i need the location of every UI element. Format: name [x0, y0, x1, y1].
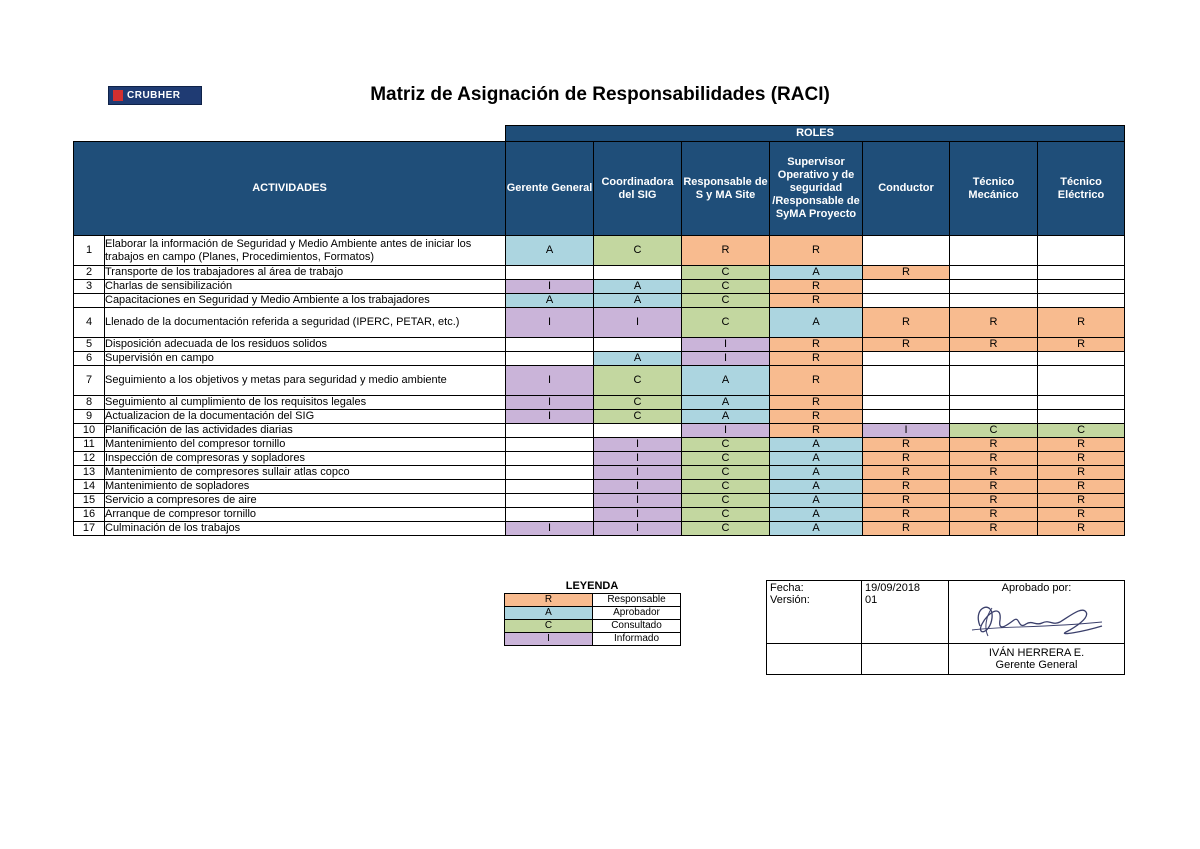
- raci-cell: [950, 410, 1038, 424]
- activity-cell: Seguimiento a los objetivos y metas para seguridad y medio ambiente: [105, 366, 506, 396]
- activity-cell: Inspección de compresoras y sopladores: [105, 452, 506, 466]
- row-number: 15: [74, 494, 105, 508]
- raci-cell: [1038, 410, 1125, 424]
- raci-cell: R: [950, 508, 1038, 522]
- raci-cell: C: [682, 480, 770, 494]
- raci-cell: C: [1038, 424, 1125, 438]
- raci-cell: [1038, 352, 1125, 366]
- raci-cell: C: [594, 236, 682, 266]
- role-header: Técnico Mecánico: [950, 142, 1038, 236]
- raci-cell: I: [506, 308, 594, 338]
- raci-cell: [950, 236, 1038, 266]
- roles-header-row: [74, 126, 1125, 142]
- raci-cell: I: [506, 410, 594, 424]
- table-row: [74, 280, 1125, 294]
- raci-cell: R: [950, 308, 1038, 338]
- raci-cell: [506, 438, 594, 452]
- raci-cell: [506, 508, 594, 522]
- raci-cell: R: [950, 466, 1038, 480]
- legend-item: [505, 633, 681, 646]
- raci-cell: C: [950, 424, 1038, 438]
- row-number: 7: [74, 366, 105, 396]
- table-row: [74, 338, 1125, 352]
- row-number: 1: [74, 236, 105, 266]
- raci-cell: [863, 352, 950, 366]
- row-number: 13: [74, 466, 105, 480]
- activity-cell: Transporte de los trabajadores al área de trabajo: [105, 266, 506, 280]
- raci-cell: [506, 452, 594, 466]
- raci-cell: I: [594, 480, 682, 494]
- row-number: 11: [74, 438, 105, 452]
- raci-cell: A: [594, 294, 682, 308]
- approver-title: Gerente General: [995, 659, 1078, 671]
- raci-cell: R: [863, 266, 950, 280]
- raci-cell: A: [682, 396, 770, 410]
- table-row: [74, 494, 1125, 508]
- raci-cell: A: [594, 280, 682, 294]
- raci-cell: C: [682, 452, 770, 466]
- row-number: 4: [74, 308, 105, 338]
- raci-cell: [950, 280, 1038, 294]
- raci-cell: R: [950, 494, 1038, 508]
- table-row: [74, 396, 1125, 410]
- raci-cell: C: [682, 438, 770, 452]
- table-row: [74, 452, 1125, 466]
- legend-code: I: [505, 633, 593, 646]
- legend-title: LEYENDA: [565, 580, 619, 592]
- raci-cell: [950, 396, 1038, 410]
- version-label: Versión:: [770, 594, 810, 606]
- raci-cell: A: [682, 366, 770, 396]
- raci-cell: I: [594, 494, 682, 508]
- raci-cell: [863, 410, 950, 424]
- raci-cell: [1038, 366, 1125, 396]
- raci-cell: R: [1038, 338, 1125, 352]
- raci-cell: [863, 236, 950, 266]
- raci-cell: C: [594, 410, 682, 424]
- legend-label: Consultado: [593, 620, 681, 633]
- raci-cell: I: [506, 396, 594, 410]
- activity-cell: Culminación de los trabajos: [105, 522, 506, 536]
- row-number: 5: [74, 338, 105, 352]
- raci-cell: [950, 366, 1038, 396]
- activity-cell: Planificación de las actividades diarias: [105, 424, 506, 438]
- row-number: 9: [74, 410, 105, 424]
- date-label: Fecha:: [770, 582, 804, 594]
- raci-cell: I: [594, 438, 682, 452]
- raci-cell: R: [863, 452, 950, 466]
- row-number: 17: [74, 522, 105, 536]
- activity-cell: Mantenimiento de compresores sullair atlas copco: [105, 466, 506, 480]
- raci-cell: [594, 424, 682, 438]
- raci-matrix: [73, 125, 1125, 536]
- raci-cell: [1038, 280, 1125, 294]
- table-row: [74, 410, 1125, 424]
- row-number: 16: [74, 508, 105, 522]
- raci-cell: A: [770, 508, 863, 522]
- raci-cell: R: [863, 438, 950, 452]
- activity-cell: Actualizacion de la documentación del SIG: [105, 410, 506, 424]
- table-row: [74, 294, 1125, 308]
- raci-cell: A: [770, 494, 863, 508]
- raci-cell: [506, 338, 594, 352]
- role-header: Gerente General: [506, 142, 594, 236]
- raci-cell: R: [682, 236, 770, 266]
- raci-cell: C: [682, 466, 770, 480]
- raci-cell: R: [863, 308, 950, 338]
- raci-cell: A: [506, 294, 594, 308]
- raci-cell: R: [863, 466, 950, 480]
- raci-cell: [950, 352, 1038, 366]
- raci-cell: [506, 352, 594, 366]
- raci-cell: R: [770, 338, 863, 352]
- raci-cell: C: [594, 366, 682, 396]
- raci-cell: C: [594, 396, 682, 410]
- raci-cell: R: [950, 338, 1038, 352]
- raci-cell: [1038, 294, 1125, 308]
- raci-cell: A: [682, 410, 770, 424]
- legend-label: Informado: [593, 633, 681, 646]
- raci-cell: [506, 266, 594, 280]
- raci-cell: I: [506, 366, 594, 396]
- raci-cell: [506, 480, 594, 494]
- signature-cell: [949, 581, 1125, 644]
- row-number: 12: [74, 452, 105, 466]
- row-number: 2: [74, 266, 105, 280]
- logo-text: CRUBHER: [127, 90, 181, 101]
- raci-cell: I: [594, 522, 682, 536]
- values-cell: [862, 581, 949, 644]
- version-value: 01: [865, 594, 878, 606]
- raci-cell: R: [863, 480, 950, 494]
- legend-item: [505, 620, 681, 633]
- raci-cell: I: [682, 424, 770, 438]
- raci-cell: [950, 294, 1038, 308]
- role-header: Técnico Eléctrico: [1038, 142, 1125, 236]
- activity-cell: Servicio a compresores de aire: [105, 494, 506, 508]
- activities-header: ACTIVIDADES: [74, 142, 506, 236]
- raci-cell: R: [863, 494, 950, 508]
- raci-cell: I: [594, 308, 682, 338]
- row-number: 8: [74, 396, 105, 410]
- row-number: [74, 294, 105, 308]
- approver-name: IVÁN HERRERA E.: [988, 647, 1085, 659]
- table-row: [74, 438, 1125, 452]
- raci-cell: R: [950, 522, 1038, 536]
- raci-cell: [863, 280, 950, 294]
- activity-cell: Mantenimiento de sopladores: [105, 480, 506, 494]
- labels-cell: [767, 581, 862, 644]
- raci-cell: A: [506, 236, 594, 266]
- raci-cell: [863, 366, 950, 396]
- legend-item: [505, 607, 681, 620]
- table-row: [74, 266, 1125, 280]
- legend-code: A: [505, 607, 593, 620]
- raci-cell: I: [594, 508, 682, 522]
- raci-cell: [1038, 266, 1125, 280]
- raci-cell: [1038, 236, 1125, 266]
- raci-cell: R: [863, 338, 950, 352]
- raci-cell: C: [682, 280, 770, 294]
- table-row: [74, 466, 1125, 480]
- table-row: [74, 508, 1125, 522]
- raci-cell: R: [950, 438, 1038, 452]
- raci-cell: R: [1038, 452, 1125, 466]
- column-header-row: [74, 142, 1125, 236]
- activity-cell: Disposición adecuada de los residuos solidos: [105, 338, 506, 352]
- raci-cell: R: [770, 280, 863, 294]
- table-row: [74, 424, 1125, 438]
- raci-cell: R: [770, 396, 863, 410]
- raci-cell: C: [682, 308, 770, 338]
- legend: [504, 580, 680, 646]
- raci-cell: R: [1038, 308, 1125, 338]
- date-value: 19/09/2018: [865, 582, 921, 594]
- raci-cell: R: [1038, 438, 1125, 452]
- raci-cell: I: [594, 466, 682, 480]
- legend-label: Aprobador: [593, 607, 681, 620]
- table-row: [74, 236, 1125, 266]
- role-header: Supervisor Operativo y de seguridad /Responsable de SyMA Proyecto: [770, 142, 863, 236]
- raci-cell: R: [770, 424, 863, 438]
- raci-cell: R: [770, 236, 863, 266]
- raci-cell: A: [770, 266, 863, 280]
- raci-cell: [594, 266, 682, 280]
- raci-cell: C: [682, 508, 770, 522]
- raci-cell: [1038, 396, 1125, 410]
- activity-cell: Mantenimiento del compresor tornillo: [105, 438, 506, 452]
- approver-cell: [949, 644, 1125, 675]
- role-header: Responsable de S y MA Site: [682, 142, 770, 236]
- activity-cell: Arranque de compresor tornillo: [105, 508, 506, 522]
- raci-cell: [506, 424, 594, 438]
- raci-cell: R: [770, 366, 863, 396]
- row-number: 10: [74, 424, 105, 438]
- raci-cell: R: [950, 452, 1038, 466]
- signature-icon: [962, 596, 1112, 642]
- raci-cell: C: [682, 294, 770, 308]
- raci-cell: C: [682, 266, 770, 280]
- raci-cell: I: [594, 452, 682, 466]
- raci-cell: A: [770, 452, 863, 466]
- raci-cell: [594, 338, 682, 352]
- raci-cell: R: [863, 508, 950, 522]
- raci-cell: A: [770, 438, 863, 452]
- legend-body: [505, 594, 681, 646]
- raci-body: [74, 236, 1125, 536]
- raci-cell: A: [770, 308, 863, 338]
- row-number: 6: [74, 352, 105, 366]
- legend-code: R: [505, 594, 593, 607]
- approved-by-label: Aprobado por:: [1001, 582, 1072, 594]
- raci-cell: R: [1038, 522, 1125, 536]
- raci-cell: I: [506, 522, 594, 536]
- roles-header: ROLES: [506, 126, 1125, 142]
- row-number: 14: [74, 480, 105, 494]
- table-row: [74, 352, 1125, 366]
- role-header: Conductor: [863, 142, 950, 236]
- raci-cell: R: [1038, 494, 1125, 508]
- approval-box: [766, 580, 1125, 675]
- table-row: [74, 308, 1125, 338]
- table-row: [74, 366, 1125, 396]
- raci-cell: R: [1038, 466, 1125, 480]
- row-number: 3: [74, 280, 105, 294]
- raci-cell: A: [770, 480, 863, 494]
- raci-cell: I: [682, 352, 770, 366]
- page-title: Matriz de Asignación de Responsabilidades (RACI): [370, 84, 830, 105]
- raci-cell: I: [506, 280, 594, 294]
- activity-cell: Seguimiento al cumplimiento de los requisitos legales: [105, 396, 506, 410]
- activity-cell: Elaborar la información de Seguridad y Medio Ambiente antes de iniciar los trabajos en campo (Planes, Procedimientos, Formatos): [105, 236, 506, 266]
- raci-cell: [506, 494, 594, 508]
- raci-cell: R: [770, 410, 863, 424]
- table-row: [74, 522, 1125, 536]
- activity-cell: Capacitaciones en Seguridad y Medio Ambiente a los trabajadores: [105, 294, 506, 308]
- role-header: Coordinadora del SIG: [594, 142, 682, 236]
- raci-cell: R: [770, 294, 863, 308]
- raci-cell: R: [1038, 508, 1125, 522]
- raci-cell: A: [770, 522, 863, 536]
- activity-cell: Supervisión en campo: [105, 352, 506, 366]
- raci-cell: R: [950, 480, 1038, 494]
- raci-cell: I: [863, 424, 950, 438]
- table-row: [74, 480, 1125, 494]
- raci-cell: R: [1038, 480, 1125, 494]
- legend-item: [505, 594, 681, 607]
- raci-cell: A: [594, 352, 682, 366]
- raci-cell: C: [682, 494, 770, 508]
- raci-cell: [863, 294, 950, 308]
- raci-cell: [506, 466, 594, 480]
- activity-cell: Charlas de sensibilización: [105, 280, 506, 294]
- raci-cell: R: [863, 522, 950, 536]
- raci-cell: [863, 396, 950, 410]
- raci-cell: A: [770, 466, 863, 480]
- legend-label: Responsable: [593, 594, 681, 607]
- activity-cell: Llenado de la documentación referida a seguridad (IPERC, PETAR, etc.): [105, 308, 506, 338]
- raci-cell: C: [682, 522, 770, 536]
- raci-cell: I: [682, 338, 770, 352]
- legend-code: C: [505, 620, 593, 633]
- raci-cell: R: [770, 352, 863, 366]
- raci-cell: [950, 266, 1038, 280]
